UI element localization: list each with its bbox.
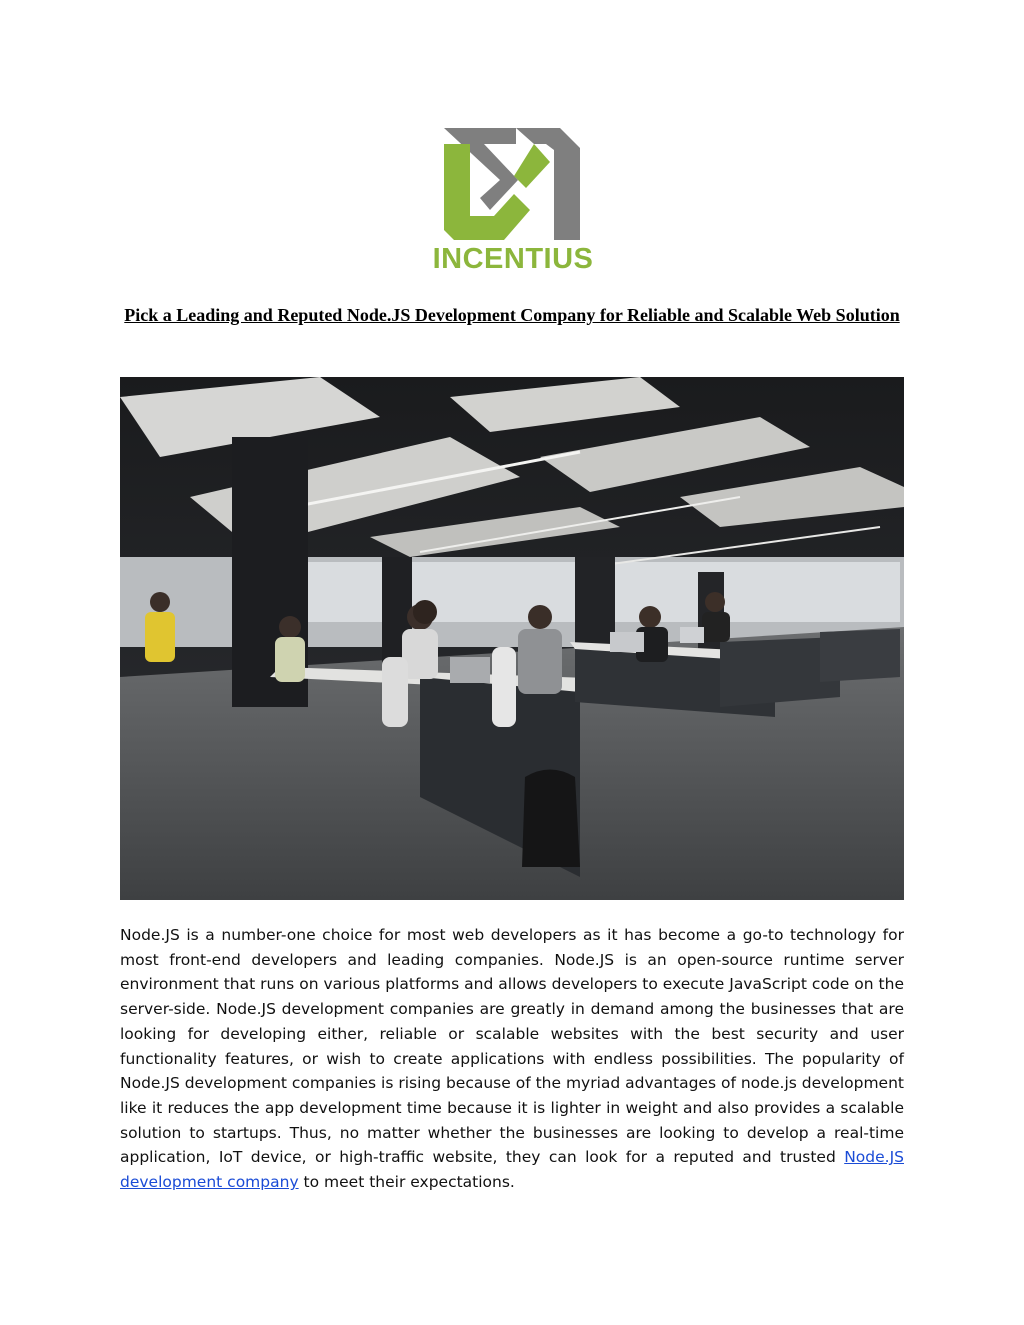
paragraph-text-before-link: Node.JS is a number-one choice for most web developers as it has become a go-to technology for most front-end developers and leading companies. Node.JS is an open-source runtime server environment that runs on various platforms and allows developers to execute JavaScript code on the server-side. Node.JS development companies are greatly in demand among the businesses that are looking for developing either, reliable or scalable websites with the best security and user functionality features, or wish to create applications with endless possibilities. The popularity of Node.JS development companies is rising because of the myriad advantages of node.js development like it reduces the app development time because it is lighter in weight and also provides a scalable solution to startups. Thus, no matter whether the businesses are looking to develop a real-time application, IoT device, or high-traffic website, they can look for a reputed and trusted [120, 926, 904, 1167]
brand-name: INCENTIUS [432, 243, 594, 275]
page-title: Pick a Leading and Reputed Node.JS Development Company for Reliable and Scalable Web Solution [124, 305, 900, 325]
nodejs-development-company-link[interactable]: Node.JS development company [120, 1148, 904, 1192]
incentius-logo-icon [430, 124, 596, 242]
office-photo [120, 377, 904, 900]
brand-logo [430, 124, 596, 276]
paragraph-text-after-link: to meet their expectations. [298, 1173, 515, 1192]
article-paragraph [120, 923, 904, 1195]
